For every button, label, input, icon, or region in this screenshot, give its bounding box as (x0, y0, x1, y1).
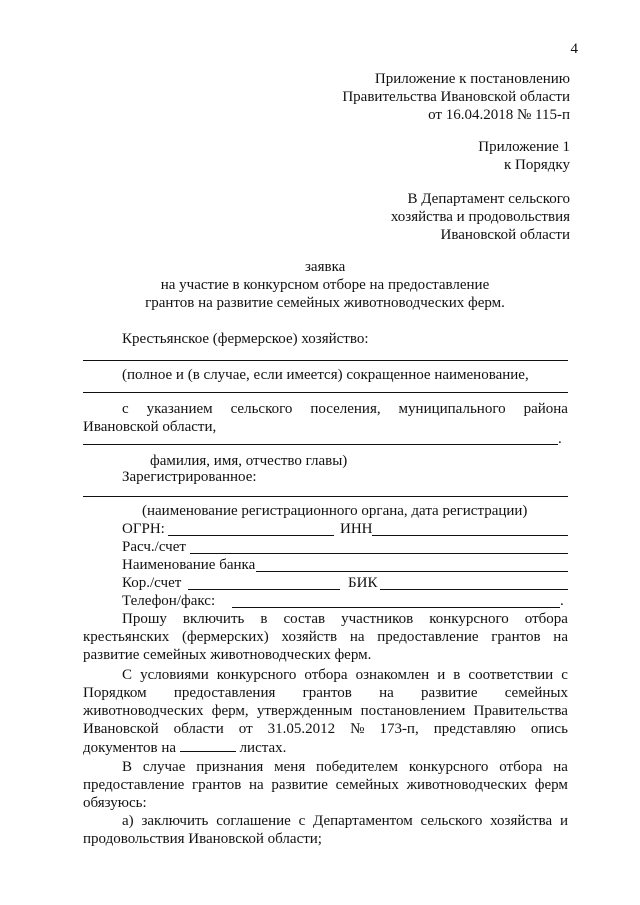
location-word: муниципального (398, 401, 506, 417)
p1-line-2 (83, 628, 568, 646)
p2-word: Ивановской (83, 721, 159, 737)
location-fill-line[interactable] (83, 444, 558, 445)
p1-word: состав (283, 611, 326, 627)
p2-line-2 (83, 684, 568, 702)
location-line-2: Ивановской области, (83, 419, 217, 435)
p2-word: развитие (421, 685, 478, 701)
title-line-2: на участие в конкурсном отборе на предоставление (160, 277, 490, 293)
account-label: Расч./счет (122, 539, 186, 555)
p1-word: включить (182, 611, 245, 627)
phone-field[interactable] (232, 607, 560, 608)
p3-word: В (122, 759, 133, 775)
p2-word: на (379, 685, 394, 701)
p3-word: победителем (316, 759, 398, 775)
farm-label: Крестьянское (фермерское) хозяйство: (122, 331, 369, 347)
inn-field[interactable] (372, 535, 568, 536)
phone-label: Телефон/факс: (122, 593, 216, 609)
p3-word: признания (196, 759, 264, 775)
p1-word: Прошу (122, 611, 167, 627)
hint-name: (полное и (в случае, если имеется) сокращенное наименование, (122, 367, 529, 383)
p2-word: и (437, 667, 446, 683)
p3-word: предоставление (83, 777, 185, 793)
item-a-word: заключить (141, 813, 209, 829)
p2-word: ферм, (211, 703, 249, 719)
p2-word: от (238, 721, 253, 737)
inn-label: ИНН (340, 521, 373, 537)
item-a-word: с (298, 813, 306, 829)
p1-word: хозяйств (281, 629, 338, 645)
p2-word: 31.05.2012 (267, 721, 336, 737)
item-a-line-1 (122, 812, 568, 830)
p2-word: с (561, 667, 568, 683)
p1-line-3: развитие семейных животноводческих ферм. (83, 647, 372, 663)
item-a-word: а) (122, 813, 134, 829)
item-a-word: сельского (420, 813, 483, 829)
bank-label: Наименование банка (122, 557, 256, 573)
item-a-word: хозяйства (490, 813, 553, 829)
p2-word: Правительства (473, 703, 568, 719)
title-word: заявка (305, 259, 346, 275)
p1-word: на (553, 629, 568, 645)
item-a-line-2: продовольствия Ивановской области; (83, 831, 322, 847)
p2-word: области (173, 721, 224, 737)
p2-word: постановлением (360, 703, 466, 719)
phone-end: . (560, 593, 564, 609)
appendix-line-2: к Порядку (504, 157, 570, 173)
bank-field[interactable] (256, 571, 568, 572)
p2-word: С (122, 667, 133, 683)
p2-word: опись (530, 721, 568, 737)
p1-word: конкурсного (429, 611, 509, 627)
p3-word: животноводческих (406, 777, 528, 793)
addressee-line-3: Ивановской области (440, 227, 570, 243)
ogrn-field[interactable] (168, 535, 334, 536)
p2-line-1 (122, 666, 568, 684)
p2-word: представляю (433, 721, 516, 737)
location-word: района (523, 401, 568, 417)
p3-word: ферм (534, 777, 568, 793)
p1-word: в (260, 611, 268, 627)
p3-line-1 (122, 758, 568, 776)
title-line-3: грантов на развитие семейных животноводческих ферм. (145, 295, 505, 311)
account-field[interactable] (190, 553, 568, 554)
corr-field[interactable] (188, 589, 340, 590)
p2-word: № (350, 721, 365, 737)
p1-word: на (349, 629, 365, 645)
farm-name-line-2[interactable] (83, 392, 568, 393)
p2-line-3 (83, 702, 568, 720)
location-end: . (558, 431, 562, 447)
p2-word: грантов (302, 685, 352, 701)
p1-word: предоставление (377, 629, 479, 645)
p2-word: конкурсного (216, 667, 297, 683)
p2-word: ознакомлен (355, 667, 430, 683)
registered-line[interactable] (83, 496, 568, 497)
p1-word: участников (341, 611, 414, 627)
p1-line-1 (122, 610, 568, 628)
p2-word: 173-п, (379, 721, 419, 737)
p2-line-5 (83, 738, 286, 757)
hint-registration: (наименование регистрационного органа, дата регистрации) (142, 503, 528, 519)
location-word: сельского (230, 401, 293, 417)
p3-line-2 (83, 776, 568, 794)
p2-word: утвержденным (256, 703, 353, 719)
p2-word: Порядком (83, 685, 147, 701)
p1-word: грантов (491, 629, 541, 645)
documents-label: документов на (83, 740, 177, 756)
addressee-line-2: хозяйства и продовольствия (390, 209, 570, 225)
p1-word: (фермерских) (182, 629, 269, 645)
farm-name-line[interactable] (83, 360, 568, 361)
location-line-1 (122, 400, 568, 418)
p1-word: отбора (524, 611, 568, 627)
corr-label: Кор./счет (122, 575, 182, 591)
p3-line-3: обязуюсь: (83, 795, 147, 811)
sheets-count-field[interactable] (180, 738, 236, 752)
registered-label: Зарегистрированное: (122, 469, 257, 485)
p3-word: на (553, 759, 568, 775)
bik-label: БИК (348, 575, 378, 591)
p2-word: отбора (304, 667, 348, 683)
p3-word: меня (274, 759, 306, 775)
p3-word: семейных (335, 777, 399, 793)
location-word: с (122, 401, 129, 417)
hint-head: фамилия, имя, отчество главы) (150, 453, 348, 469)
appendix-line-1: Приложение 1 (478, 139, 570, 155)
item-a-word: и (559, 813, 568, 829)
p3-word: случае (142, 759, 186, 775)
approval-line-1: Приложение к постановлению (374, 71, 570, 87)
bik-field[interactable] (380, 589, 568, 590)
ogrn-label: ОГРН: (122, 521, 165, 537)
p2-word: семейных (504, 685, 568, 701)
p3-word: отбора (499, 759, 543, 775)
p3-word: конкурсного (408, 759, 489, 775)
approval-line-2: Правительства Ивановской области (342, 89, 570, 105)
location-word: поселения, (310, 401, 381, 417)
location-word: указанием (146, 401, 213, 417)
p3-word: развитие (271, 777, 328, 793)
page-number: 4 (570, 41, 578, 57)
addressee-line-1: В Департамент сельского (407, 191, 570, 207)
item-a-word: соглашение (216, 813, 291, 829)
p2-word: соответствии (468, 667, 554, 683)
p1-word: крестьянских (83, 629, 170, 645)
p2-word: в (453, 667, 461, 683)
p3-word: грантов (192, 777, 242, 793)
approval-line-3: от 16.04.2018 № 115-п (428, 107, 570, 123)
sheets-label: листах. (239, 740, 287, 756)
item-a-word: Департаментом (313, 813, 413, 829)
p2-word: предоставления (173, 685, 276, 701)
p2-word: условиями (140, 667, 209, 683)
p2-line-4 (83, 720, 568, 738)
p3-word: на (249, 777, 264, 793)
p2-word: животноводческих (83, 703, 204, 719)
